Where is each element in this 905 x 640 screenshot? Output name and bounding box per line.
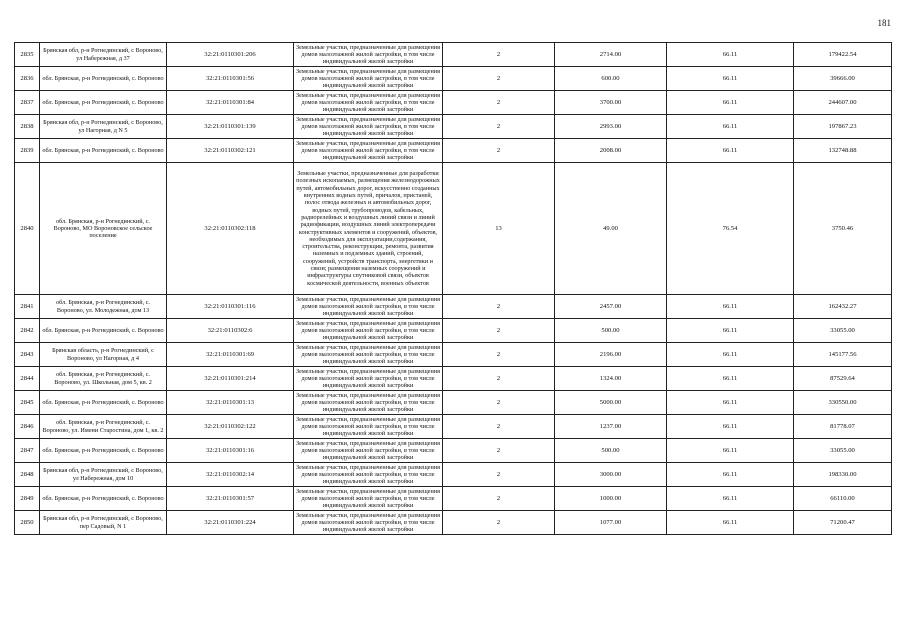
row-number-cell: 2850 bbox=[15, 511, 40, 535]
area-cell: 3700.00 bbox=[555, 91, 667, 115]
land-cadastral-table bbox=[14, 42, 892, 535]
land-purpose-cell: Земельные участки, предназначенные для разработки полезных ископаемых, размещения железнодорожных путей, автомобильных дорог, искусственно созданных внутренних водных путей, причалов, пристаней, полос отвода железных и автомобильных дорог, водных путей, трубопроводов, кабельных, радиорелейных и воздушных линий связи и линий радиофикации, воздушных линий электропередачи конструктивных элементов и сооружений, объектов, необходимых для эксплуатации,содержания, строительства, реконструкции, ремонта, развития наземных и подземных зданий, строений, сооружений, устройств транспорта, энергетики и связи; размещения наземных сооружений и инфраструктуры спутниковой связи, объектов космической деятельности, военных объектов bbox=[294, 163, 443, 295]
cadastral-value-cell: 132748.88 bbox=[794, 139, 892, 163]
land-purpose-cell: Земельные участки, предназначенные для размещения домов малоэтажной жилой застройки, в том числе индивидуальной жилой застройки bbox=[294, 295, 443, 319]
cadastral-number-cell: 32:21:0110301:16 bbox=[167, 439, 294, 463]
cadastral-number-cell: 32:21:0110301:206 bbox=[167, 43, 294, 67]
address-cell: обл. Брянская, р-н Рогнединский, с. Вороново bbox=[40, 319, 167, 343]
land-purpose-cell: Земельные участки, предназначенные для размещения домов малоэтажной жилой застройки, в том числе индивидуальной жилой застройки bbox=[294, 319, 443, 343]
row-number-cell: 2841 bbox=[15, 295, 40, 319]
area-cell: 2008.00 bbox=[555, 139, 667, 163]
specific-value-cell: 66.11 bbox=[667, 415, 794, 439]
group-code-cell: 2 bbox=[443, 487, 555, 511]
address-cell: Брянская обл, р-н Рогнединский, с Вороново, пер Садовый, N 1 bbox=[40, 511, 167, 535]
cadastral-number-cell: 32:21:0110301:116 bbox=[167, 295, 294, 319]
cadastral-value-cell: 179422.54 bbox=[794, 43, 892, 67]
land-purpose-cell: Земельные участки, предназначенные для размещения домов малоэтажной жилой застройки, в том числе индивидуальной жилой застройки bbox=[294, 487, 443, 511]
group-code-cell: 2 bbox=[443, 67, 555, 91]
row-number-cell: 2835 bbox=[15, 43, 40, 67]
land-purpose-cell: Земельные участки, предназначенные для размещения домов малоэтажной жилой застройки, в том числе индивидуальной жилой застройки bbox=[294, 391, 443, 415]
cadastral-number-cell: 32:21:0110302:121 bbox=[167, 139, 294, 163]
table-row bbox=[15, 43, 892, 67]
cadastral-value-cell: 330550.00 bbox=[794, 391, 892, 415]
land-purpose-cell: Земельные участки, предназначенные для размещения домов малоэтажной жилой застройки, в том числе индивидуальной жилой застройки bbox=[294, 463, 443, 487]
cadastral-number-cell: 32:21:0110301:214 bbox=[167, 367, 294, 391]
address-cell: обл. Брянская, р-н Рогнединский, с. Вороново, ул. Имени Старостина, дом 1, кв. 2 bbox=[40, 415, 167, 439]
area-cell: 2714.00 bbox=[555, 43, 667, 67]
address-cell: обл. Брянская, р-н Рогнединский, с. Вороново bbox=[40, 391, 167, 415]
specific-value-cell: 66.11 bbox=[667, 91, 794, 115]
area-cell: 2196.00 bbox=[555, 343, 667, 367]
address-cell: Брянская область, р-н Рогнединский, с Вороново, ул Нагорная, д 4 bbox=[40, 343, 167, 367]
row-number-cell: 2845 bbox=[15, 391, 40, 415]
table-row bbox=[15, 295, 892, 319]
group-code-cell: 2 bbox=[443, 43, 555, 67]
address-cell: обл. Брянская, р-н Рогнединский, с. Вороново, ул. Школьная, дом 5, кв. 2 bbox=[40, 367, 167, 391]
cadastral-value-cell: 197867.23 bbox=[794, 115, 892, 139]
table-row bbox=[15, 343, 892, 367]
table-row bbox=[15, 511, 892, 535]
table-row bbox=[15, 67, 892, 91]
area-cell: 2993.00 bbox=[555, 115, 667, 139]
specific-value-cell: 66.11 bbox=[667, 43, 794, 67]
land-purpose-cell: Земельные участки, предназначенные для размещения домов малоэтажной жилой застройки, в том числе индивидуальной жилой застройки bbox=[294, 343, 443, 367]
cadastral-value-cell: 87529.64 bbox=[794, 367, 892, 391]
area-cell: 1324.00 bbox=[555, 367, 667, 391]
row-number-cell: 2836 bbox=[15, 67, 40, 91]
cadastral-number-cell: 32:21:0110301:84 bbox=[167, 91, 294, 115]
row-number-cell: 2846 bbox=[15, 415, 40, 439]
cadastral-value-cell: 162432.27 bbox=[794, 295, 892, 319]
specific-value-cell: 66.11 bbox=[667, 139, 794, 163]
table-row bbox=[15, 487, 892, 511]
area-cell: 49.00 bbox=[555, 163, 667, 295]
table-row bbox=[15, 463, 892, 487]
group-code-cell: 2 bbox=[443, 115, 555, 139]
group-code-cell: 2 bbox=[443, 415, 555, 439]
specific-value-cell: 66.11 bbox=[667, 439, 794, 463]
table-row bbox=[15, 91, 892, 115]
specific-value-cell: 66.11 bbox=[667, 367, 794, 391]
table-row bbox=[15, 367, 892, 391]
specific-value-cell: 66.11 bbox=[667, 67, 794, 91]
address-cell: обл. Брянская, р-н Рогнединский, с. Вороново bbox=[40, 91, 167, 115]
cadastral-number-cell: 32:21:0110302:6 bbox=[167, 319, 294, 343]
address-cell: Брянская обл, р-н Рогнединский, с Вороново, ул Набережная, дом 10 bbox=[40, 463, 167, 487]
page-number: 181 bbox=[877, 18, 891, 28]
area-cell: 2457.00 bbox=[555, 295, 667, 319]
group-code-cell: 2 bbox=[443, 343, 555, 367]
area-cell: 1237.00 bbox=[555, 415, 667, 439]
row-number-cell: 2842 bbox=[15, 319, 40, 343]
cadastral-number-cell: 32:21:0110301:69 bbox=[167, 343, 294, 367]
row-number-cell: 2848 bbox=[15, 463, 40, 487]
specific-value-cell: 66.11 bbox=[667, 463, 794, 487]
cadastral-number-cell: 32:21:0110301:13 bbox=[167, 391, 294, 415]
row-number-cell: 2844 bbox=[15, 367, 40, 391]
row-number-cell: 2837 bbox=[15, 91, 40, 115]
address-cell: обл. Брянская, р-н Рогнединский, с. Вороново, МО Вороновское сельское поселение bbox=[40, 163, 167, 295]
land-purpose-cell: Земельные участки, предназначенные для размещения домов малоэтажной жилой застройки, в том числе индивидуальной жилой застройки bbox=[294, 415, 443, 439]
cadastral-number-cell: 32:21:0110302:14 bbox=[167, 463, 294, 487]
cadastral-number-cell: 32:21:0110301:139 bbox=[167, 115, 294, 139]
cadastral-value-cell: 145177.56 bbox=[794, 343, 892, 367]
group-code-cell: 13 bbox=[443, 163, 555, 295]
area-cell: 5000.00 bbox=[555, 391, 667, 415]
address-cell: обл. Брянская, р-н Рогнединский, с. Вороново bbox=[40, 439, 167, 463]
table-row bbox=[15, 319, 892, 343]
group-code-cell: 2 bbox=[443, 91, 555, 115]
group-code-cell: 2 bbox=[443, 139, 555, 163]
specific-value-cell: 66.11 bbox=[667, 115, 794, 139]
specific-value-cell: 66.11 bbox=[667, 511, 794, 535]
address-cell: обл. Брянская, р-н Рогнединский, с. Вороново bbox=[40, 487, 167, 511]
cadastral-value-cell: 33055.00 bbox=[794, 319, 892, 343]
specific-value-cell: 66.11 bbox=[667, 391, 794, 415]
group-code-cell: 2 bbox=[443, 391, 555, 415]
area-cell: 1077.00 bbox=[555, 511, 667, 535]
land-purpose-cell: Земельные участки, предназначенные для размещения домов малоэтажной жилой застройки, в том числе индивидуальной жилой застройки bbox=[294, 91, 443, 115]
land-purpose-cell: Земельные участки, предназначенные для размещения домов малоэтажной жилой застройки, в том числе индивидуальной жилой застройки bbox=[294, 115, 443, 139]
address-cell: обл. Брянская, р-н Рогнединский, с. Вороново, ул. Молодежная, дом 13 bbox=[40, 295, 167, 319]
cadastral-value-cell: 3750.46 bbox=[794, 163, 892, 295]
area-cell: 600.00 bbox=[555, 67, 667, 91]
cadastral-number-cell: 32:21:0110301:224 bbox=[167, 511, 294, 535]
row-number-cell: 2839 bbox=[15, 139, 40, 163]
row-number-cell: 2847 bbox=[15, 439, 40, 463]
cadastral-number-cell: 32:21:0110301:56 bbox=[167, 67, 294, 91]
cadastral-value-cell: 198330.00 bbox=[794, 463, 892, 487]
cadastral-number-cell: 32:21:0110302:122 bbox=[167, 415, 294, 439]
cadastral-value-cell: 33055.00 bbox=[794, 439, 892, 463]
table-row bbox=[15, 139, 892, 163]
row-number-cell: 2849 bbox=[15, 487, 40, 511]
specific-value-cell: 76.54 bbox=[667, 163, 794, 295]
specific-value-cell: 66.11 bbox=[667, 295, 794, 319]
address-cell: обл. Брянская, р-н Рогнединский, с. Вороново bbox=[40, 139, 167, 163]
table-row bbox=[15, 391, 892, 415]
land-purpose-cell: Земельные участки, предназначенные для размещения домов малоэтажной жилой застройки, в том числе индивидуальной жилой застройки bbox=[294, 67, 443, 91]
table-row bbox=[15, 439, 892, 463]
cadastral-value-cell: 71200.47 bbox=[794, 511, 892, 535]
specific-value-cell: 66.11 bbox=[667, 343, 794, 367]
address-cell: Брянская обл, р-н Рогнединский, с Вороново, ул Нагорная, д N 5 bbox=[40, 115, 167, 139]
land-purpose-cell: Земельные участки, предназначенные для размещения домов малоэтажной жилой застройки, в том числе индивидуальной жилой застройки bbox=[294, 511, 443, 535]
group-code-cell: 2 bbox=[443, 295, 555, 319]
group-code-cell: 2 bbox=[443, 367, 555, 391]
cadastral-number-cell: 32:21:0110302:118 bbox=[167, 163, 294, 295]
group-code-cell: 2 bbox=[443, 439, 555, 463]
group-code-cell: 2 bbox=[443, 511, 555, 535]
table-row bbox=[15, 415, 892, 439]
area-cell: 3000.00 bbox=[555, 463, 667, 487]
cadastral-number-cell: 32:21:0110301:57 bbox=[167, 487, 294, 511]
land-purpose-cell: Земельные участки, предназначенные для размещения домов малоэтажной жилой застройки, в том числе индивидуальной жилой застройки bbox=[294, 367, 443, 391]
row-number-cell: 2840 bbox=[15, 163, 40, 295]
cadastral-value-cell: 81778.07 bbox=[794, 415, 892, 439]
land-purpose-cell: Земельные участки, предназначенные для размещения домов малоэтажной жилой застройки, в том числе индивидуальной жилой застройки bbox=[294, 139, 443, 163]
land-purpose-cell: Земельные участки, предназначенные для размещения домов малоэтажной жилой застройки, в том числе индивидуальной жилой застройки bbox=[294, 43, 443, 67]
row-number-cell: 2843 bbox=[15, 343, 40, 367]
address-cell: Брянская обл, р-н Рогнединский, с Вороново, ул Набережная, д 37 bbox=[40, 43, 167, 67]
area-cell: 1000.00 bbox=[555, 487, 667, 511]
land-purpose-cell: Земельные участки, предназначенные для размещения домов малоэтажной жилой застройки, в том числе индивидуальной жилой застройки bbox=[294, 439, 443, 463]
group-code-cell: 2 bbox=[443, 463, 555, 487]
specific-value-cell: 66.11 bbox=[667, 487, 794, 511]
cadastral-value-cell: 244607.00 bbox=[794, 91, 892, 115]
table-row bbox=[15, 163, 892, 295]
address-cell: обл. Брянская, р-н Рогнединский, с. Вороново bbox=[40, 67, 167, 91]
area-cell: 500.00 bbox=[555, 319, 667, 343]
row-number-cell: 2838 bbox=[15, 115, 40, 139]
cadastral-value-cell: 39666.00 bbox=[794, 67, 892, 91]
cadastral-value-cell: 66110.00 bbox=[794, 487, 892, 511]
area-cell: 500.00 bbox=[555, 439, 667, 463]
group-code-cell: 2 bbox=[443, 319, 555, 343]
table-row bbox=[15, 115, 892, 139]
specific-value-cell: 66.11 bbox=[667, 319, 794, 343]
